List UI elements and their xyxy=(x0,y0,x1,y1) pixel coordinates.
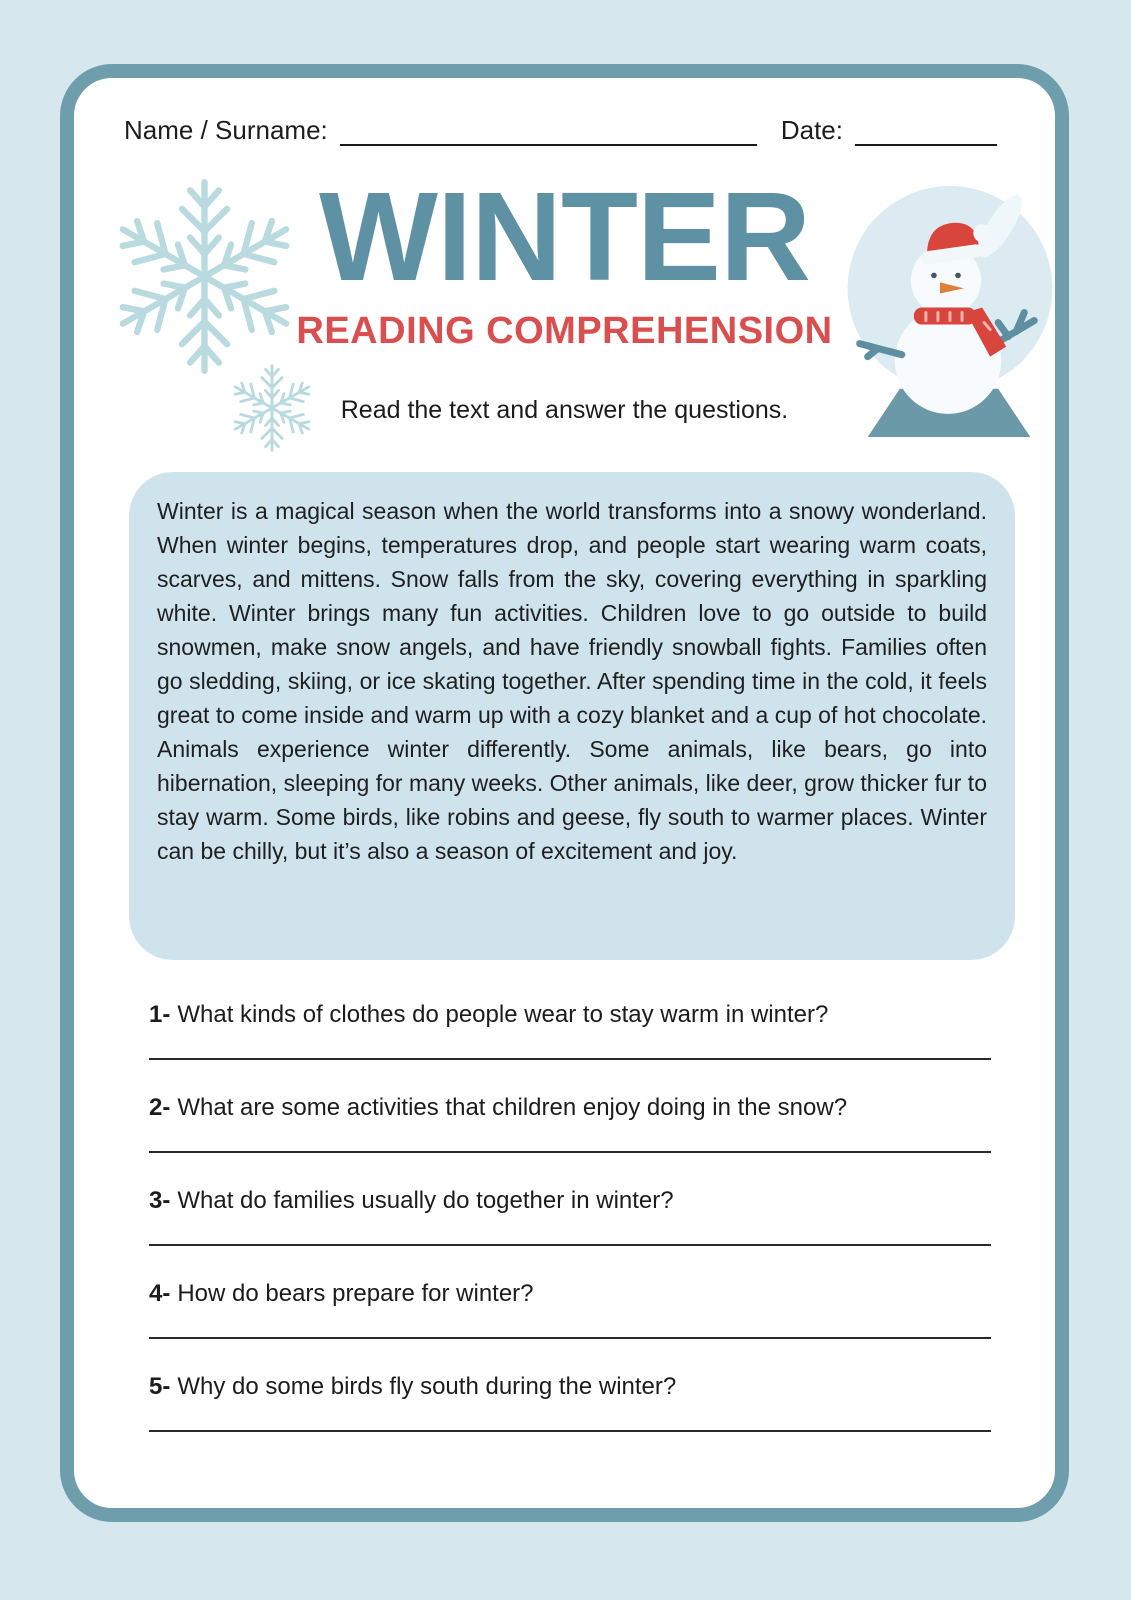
question-3-text xyxy=(149,1186,991,1216)
question-5-label: Why do some birds fly south during the winter? xyxy=(177,1373,677,1400)
instruction-text: Read the text and answer the questions. xyxy=(340,396,789,424)
question-2-number: 2- xyxy=(149,1094,171,1121)
question-4 xyxy=(149,1279,991,1339)
date-input-line[interactable] xyxy=(855,116,997,146)
question-4-label: How do bears prepare for winter? xyxy=(177,1280,534,1307)
worksheet-sheet xyxy=(60,64,1069,1522)
question-1-number: 1- xyxy=(149,1001,171,1028)
question-3-label: What do families usually do together in winter? xyxy=(177,1187,674,1214)
question-2-text xyxy=(149,1093,991,1123)
answer-line-5[interactable] xyxy=(149,1402,991,1432)
page-title: WINTER xyxy=(319,166,810,307)
question-3-number: 3- xyxy=(149,1187,171,1214)
question-3 xyxy=(149,1186,991,1246)
questions-section xyxy=(149,1000,991,1465)
passage-text: Winter is a magical season when the world transforms into a snowy wonderland. When winter begins, temperatures drop, and people start wearing warm coats, scarves, and mittens. Snow falls from the sky, covering everything in sparkling white. Winter brings many fun activities. Children love to go outside to build snowmen, make snow angels, and have friendly snowball fights. Families often go sledding, skiing, or ice skating together. After spending time in the cold, it feels great to come inside and warm up with a cozy blanket and a cup of hot chocolate. Animals experience winter differently. Some animals, like bears, go into hibernation, sleeping for many weeks. Other animals, like deer, grow thicker fur to stay warm. Some birds, like robins and geese, fly south to warmer places. Winter can be chilly, but it’s also a season of excitement and joy. xyxy=(157,498,987,864)
question-4-text xyxy=(149,1279,991,1309)
passage-box xyxy=(129,472,1015,960)
answer-line-3[interactable] xyxy=(149,1216,991,1246)
page-subtitle: READING COMPREHENSION xyxy=(296,310,833,352)
answer-line-4[interactable] xyxy=(149,1309,991,1339)
question-1-label: What kinds of clothes do people wear to stay warm in winter? xyxy=(177,1001,829,1028)
question-5-text xyxy=(149,1372,991,1402)
question-1 xyxy=(149,1000,991,1060)
question-1-text xyxy=(149,1000,991,1030)
question-4-number: 4- xyxy=(149,1280,171,1307)
question-2-label: What are some activities that children enjoy doing in the snow? xyxy=(177,1094,848,1121)
question-5 xyxy=(149,1372,991,1432)
date-label: Date: xyxy=(780,115,843,146)
name-surname-label: Name / Surname: xyxy=(124,115,328,146)
header xyxy=(124,116,997,146)
answer-line-2[interactable] xyxy=(149,1123,991,1153)
question-5-number: 5- xyxy=(149,1373,171,1400)
answer-line-1[interactable] xyxy=(149,1030,991,1060)
title-block xyxy=(74,166,1055,353)
question-2 xyxy=(149,1093,991,1153)
name-input-line[interactable] xyxy=(340,116,757,146)
